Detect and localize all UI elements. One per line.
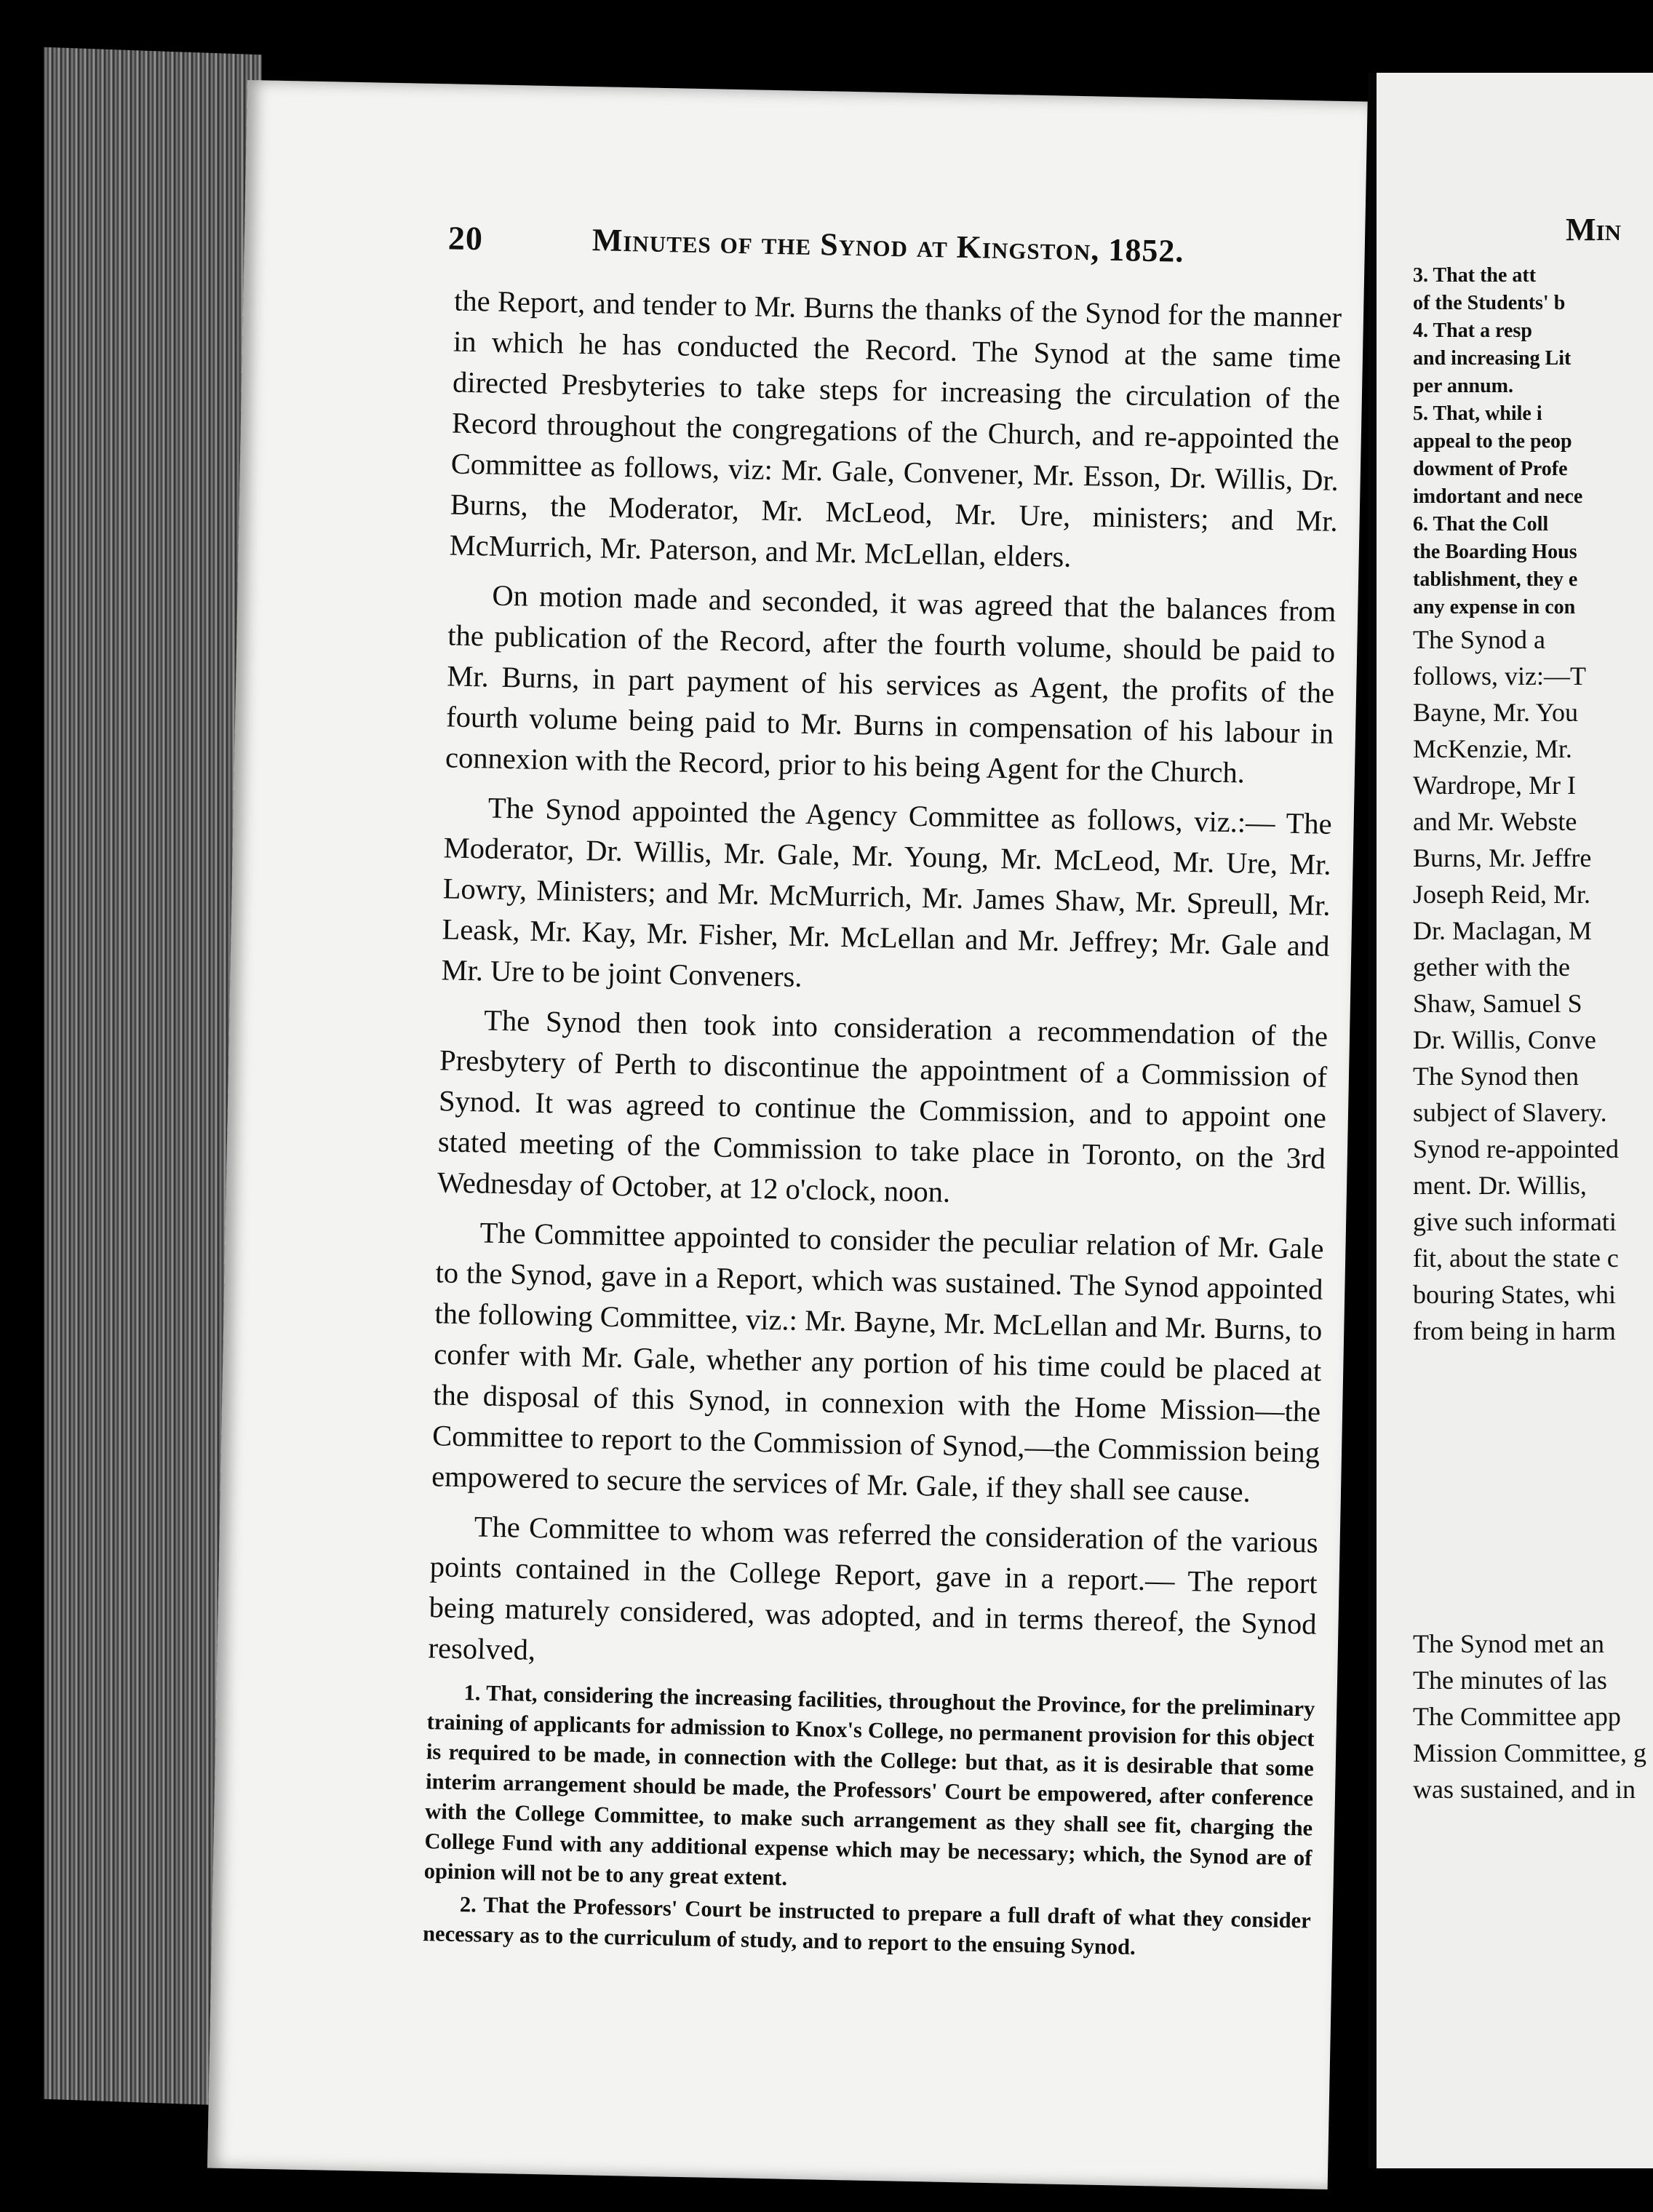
text-line: Mission Committee, g xyxy=(1413,1738,1647,1767)
right-page xyxy=(1377,73,1653,2168)
text-line: and Mr. Webste xyxy=(1413,807,1577,836)
text-line: subject of Slavery. xyxy=(1413,1098,1607,1127)
text-line: McKenzie, Mr. xyxy=(1413,734,1572,763)
text-line: follows, viz:—T xyxy=(1413,661,1586,691)
text-line: 3. That the att xyxy=(1413,264,1537,287)
running-head xyxy=(447,218,1307,274)
paragraph: The Synod then took into consideration a recommendation of the Presbytery of Perth to discontinue the appointment of a Commission of Synod. It was agreed to continue the Commission, and to appoint one stated meeting of the Commission to take place in Toronto, on the 3rd Wednesday of October, at 12 o'clock, noon. xyxy=(437,1003,1329,1209)
left-page xyxy=(207,80,1368,2189)
text-line: the Boarding Hous xyxy=(1413,541,1577,563)
right-running-title: Min xyxy=(1566,212,1621,247)
text-line: fit, about the state c xyxy=(1413,1244,1619,1273)
text-line: of the Students' b xyxy=(1413,292,1566,314)
text-line: gether with the xyxy=(1413,952,1570,982)
running-title: Minutes of the Synod at Kingston, 1852. xyxy=(592,222,1184,269)
right-page-body xyxy=(1413,262,1653,1807)
text-line: The Synod met an xyxy=(1413,1629,1604,1658)
text-line: Bayne, Mr. You xyxy=(1413,698,1579,727)
text-line: was sustained, and in xyxy=(1413,1775,1636,1804)
resolution: 2. That the Professors' Court be instructed to prepare a full draft of what they consider necessary as to the curriculum of study, and to report to the ensuing Synod. xyxy=(422,1892,1312,1960)
blank-gap xyxy=(1413,1349,1653,1626)
paragraph: The Committee appointed to consider the peculiar relation of Mr. Gale to the Synod, gave in a Report, which was sustained. The Synod appointed the following Committee, viz.: Mr. Bayne, Mr. McLellan and Mr. Burns, to confer with Mr. Gale, whether any portion of his time could be placed at the disposal of this Synod, in connexion with the Home Mission—the Committee to report to the Commission of Synod,—the Commission being empowered to secure the services of Mr. Gale, if they shall see cause. xyxy=(431,1216,1324,1508)
text-line: appeal to the peop xyxy=(1413,430,1572,453)
text-line: 5. That, while i xyxy=(1413,402,1542,425)
text-line: Burns, Mr. Jeffre xyxy=(1413,843,1592,872)
text-line: from being in harm xyxy=(1413,1316,1616,1345)
text-line: ment. Dr. Willis, xyxy=(1413,1171,1587,1200)
resolution: 1. That, considering the increasing facilities, throughout the Province, for the preliminary training of applicants for admission to Knox's College, no permanent provision for this object is required to be made, in connection with the College: but that, as it is desirable that some interim arrangement should be made, the Professors' Court be empowered, after conference with the College Committee, to make such arrangement as they shall see fit, charging the College Fund with any additional expense which may be necessary; which, the Synod are of opinion will not be to any great extent. xyxy=(423,1680,1315,1890)
paragraph: the Report, and tender to Mr. Burns the thanks of the Synod for the manner in which he has conducted the Record. The Synod at the same time directed Presbyteries to take steps for increasing the circulation of the Record throughout the congregations of the Church, and re-appointed the Committee as follows, viz: Mr. Gale, Convener, Mr. Esson, Dr. Willis, Dr. Burns, the Moderator, Mr. McLeod, Mr. Ure, ministers; and Mr. McMurrich, Mr. Paterson, and Mr. McLellan, elders. xyxy=(449,284,1342,573)
text-line: give such informati xyxy=(1413,1207,1617,1236)
paragraph: On motion made and seconded, it was agreed that the balances from the publication of the Record, after the fourth volume, should be paid to Mr. Burns, in part payment of his services as Agent, the profits of the fourth volume being paid to Mr. Burns in compensation of his labour in connexion with the Record, prior to his being Agent for the Church. xyxy=(445,578,1337,789)
page-body xyxy=(423,281,1342,1969)
text-line: Wardrope, Mr I xyxy=(1413,771,1577,800)
page-number: 20 xyxy=(447,219,484,258)
paragraph: The Synod appointed the Agency Committee as follows, viz.:— The Moderator, Dr. Willis, Mr. Gale, Mr. Young, Mr. McLeod, Mr. Ure, Mr. Lowry, Ministers; and Mr. McMurrich, Mr. James Shaw, Mr. Spreull, Mr. Leask, Mr. Kay, Mr. Fisher, Mr. McLellan and Mr. Jeffrey; Mr. Gale and Mr. Ure to be joint Conveners. xyxy=(441,791,1333,993)
text-line: bouring States, whi xyxy=(1413,1280,1616,1309)
text-line: The Committee app xyxy=(1413,1702,1621,1731)
text-line: The Synod then xyxy=(1413,1062,1579,1091)
text-line: The minutes of las xyxy=(1413,1666,1607,1695)
text-line: and increasing Lit xyxy=(1413,347,1572,370)
text-line: imdortant and nece xyxy=(1413,485,1583,508)
text-line: per annum. xyxy=(1413,375,1513,397)
text-line: dowment of Profe xyxy=(1413,458,1568,480)
text-line: Synod re-appointed xyxy=(1413,1134,1619,1163)
text-line: Dr. Willis, Conve xyxy=(1413,1025,1596,1054)
text-line: tablishment, they e xyxy=(1413,568,1578,591)
text-line: 4. That a resp xyxy=(1413,319,1532,342)
text-line: Joseph Reid, Mr. xyxy=(1413,880,1591,909)
text-line: any expense in con xyxy=(1413,596,1576,618)
text-line: Shaw, Samuel S xyxy=(1413,989,1582,1018)
text-line: Dr. Maclagan, M xyxy=(1413,916,1592,945)
text-line: 6. That the Coll xyxy=(1413,513,1549,536)
paragraph: The Committee to whom was referred the consideration of the various points contained in the College Report, gave in a report.— The report being maturely considered, was adopted, and in terms thereof, the Synod resolved, xyxy=(428,1510,1319,1666)
text-line: The Synod a xyxy=(1413,625,1545,654)
